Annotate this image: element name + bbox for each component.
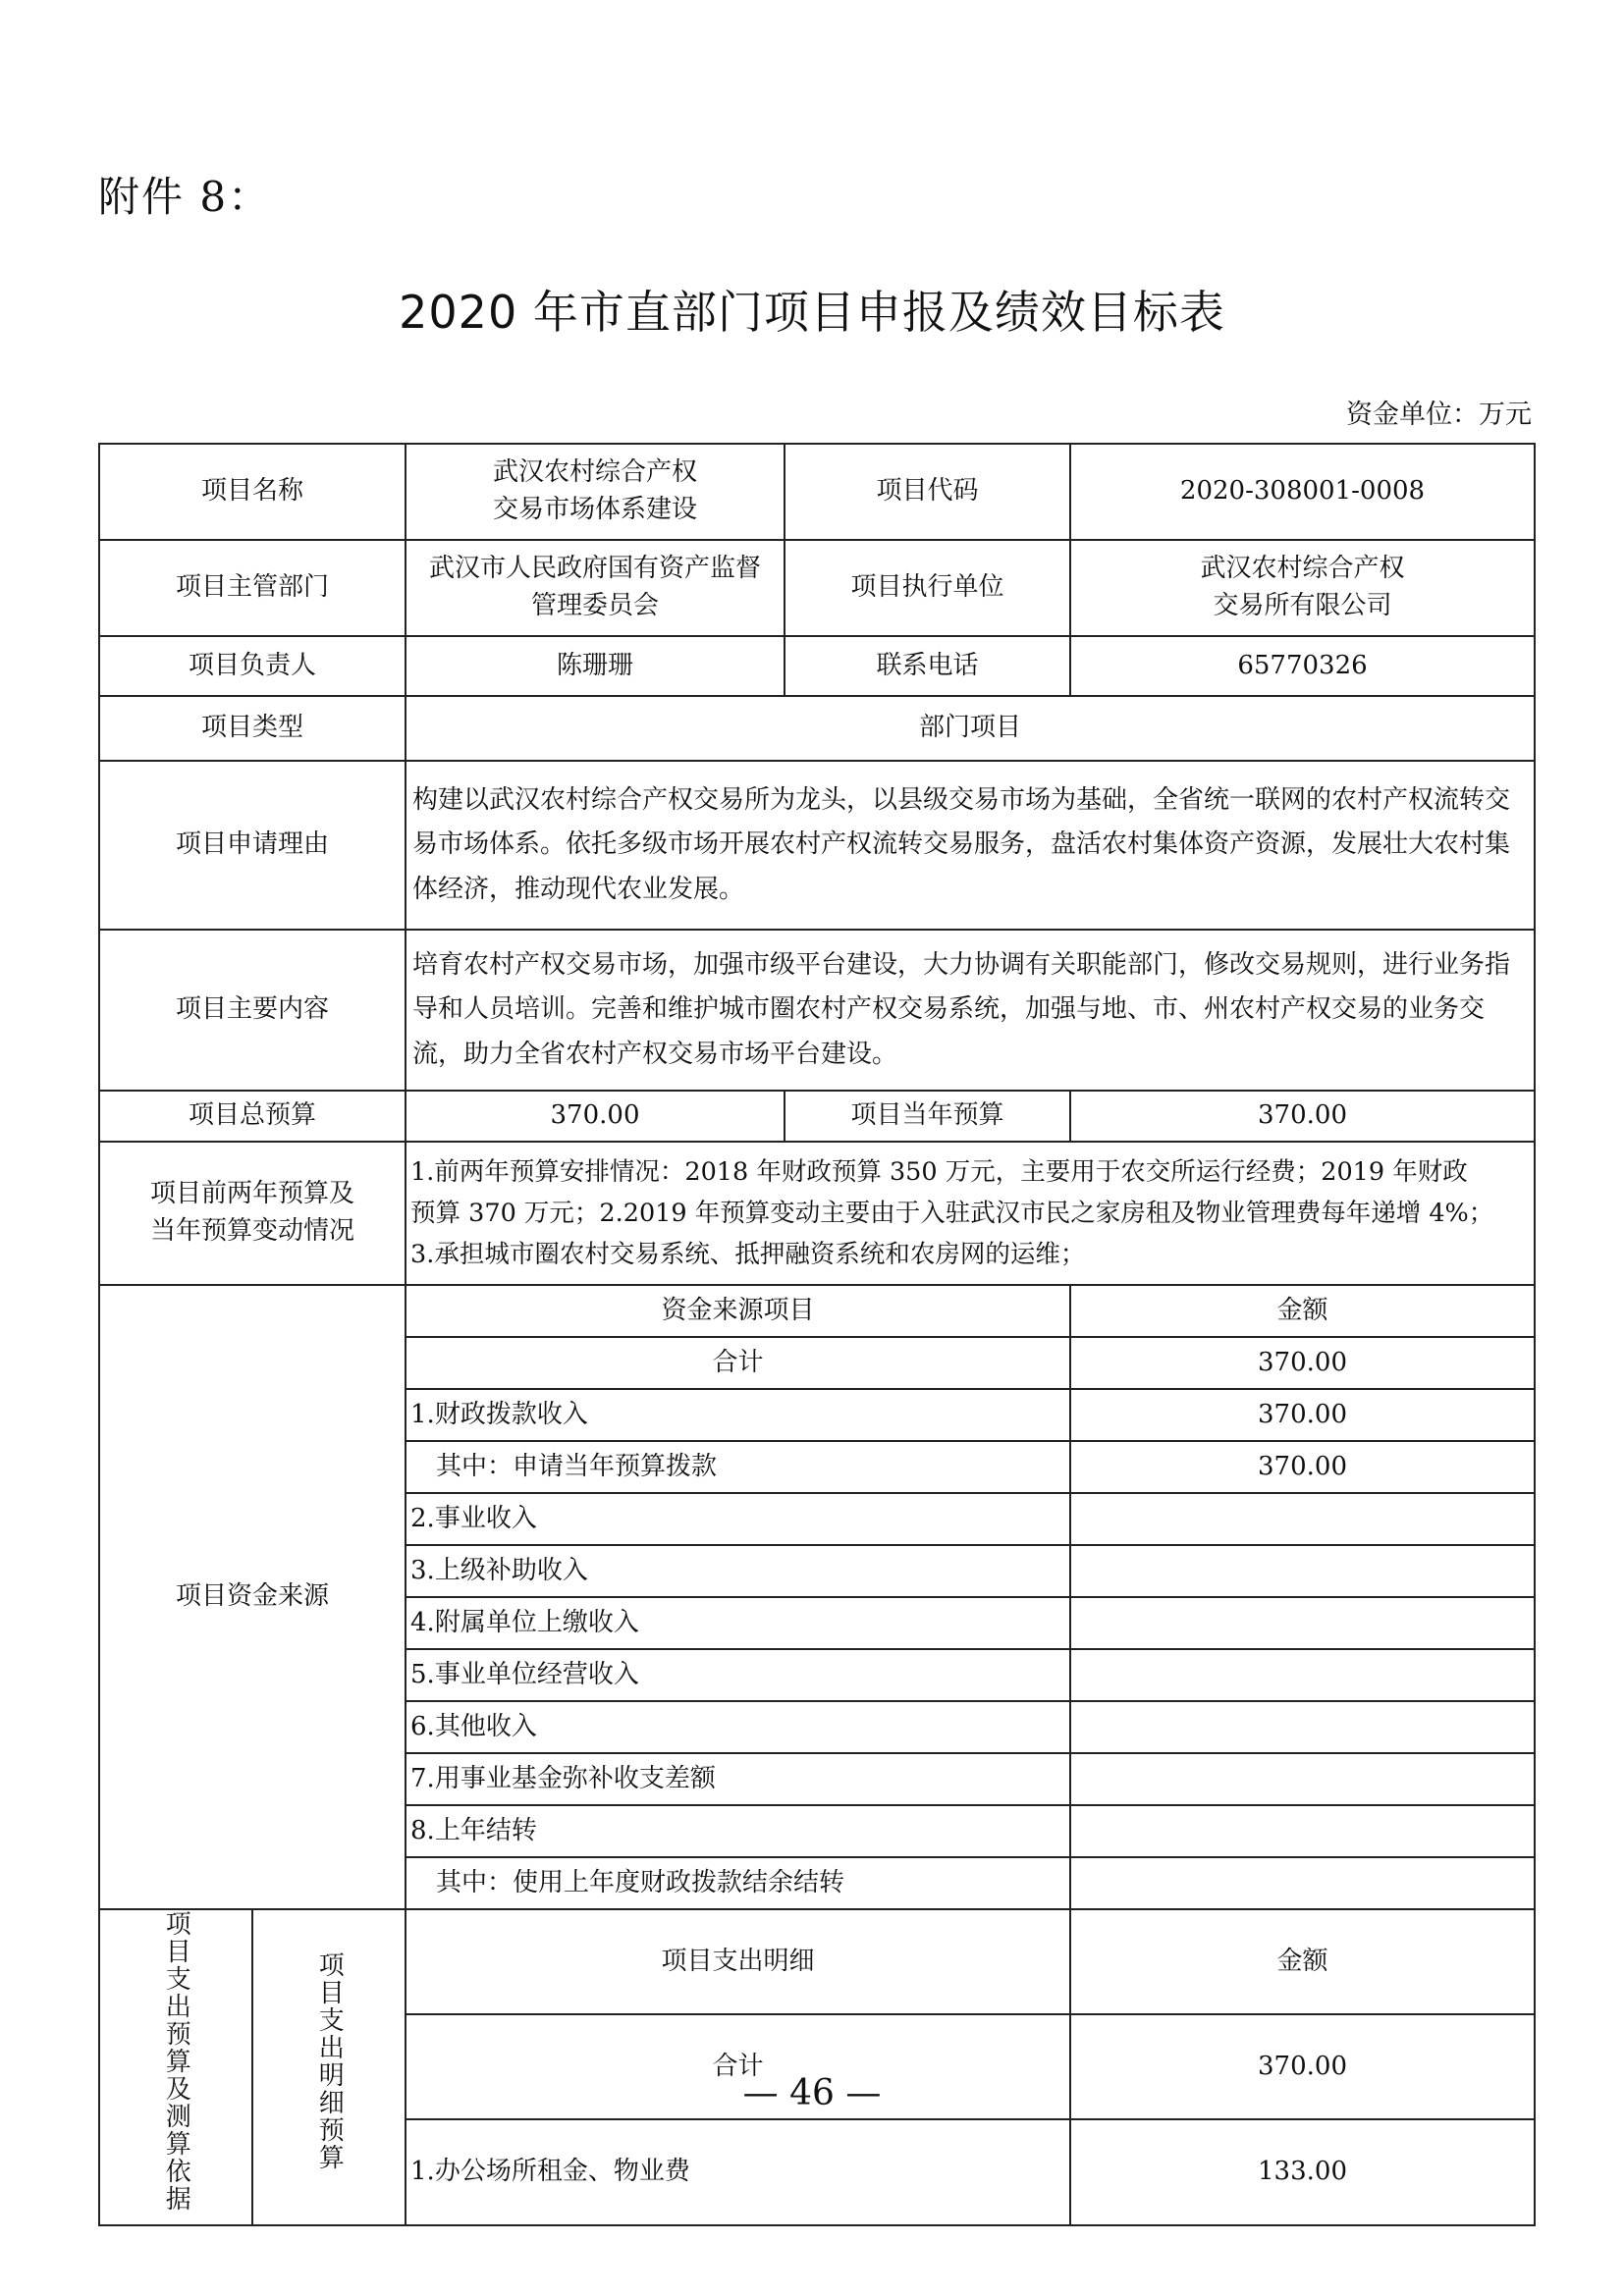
budget-change-text xyxy=(406,1142,1535,1285)
expense-col-item: 项目支出明细 xyxy=(406,1909,1070,2014)
funding-amount xyxy=(1070,1649,1535,1701)
executor-line1: 武汉农村综合产权 xyxy=(1200,554,1405,584)
expense-inner-label xyxy=(252,1909,406,2225)
executor-value xyxy=(1070,540,1535,636)
funding-amount xyxy=(1070,1545,1535,1597)
department-value xyxy=(406,540,785,636)
expense-item: 1.办公场所租金、物业费 xyxy=(406,2119,1070,2224)
total-budget-label: 项目总预算 xyxy=(99,1091,406,1142)
funding-item: 其中：使用上年度财政拨款结余结转 xyxy=(406,1857,1070,1909)
funding-amount xyxy=(1070,1805,1535,1857)
funding-amount: 370.00 xyxy=(1070,1389,1535,1441)
expense-amount: 370.00 xyxy=(1070,2014,1535,2119)
row-leader xyxy=(99,636,1535,696)
expense-outer-label-text: 项目支出预算及测算依据 xyxy=(161,1910,191,2213)
project-name-line1: 武汉农村综合产权 xyxy=(493,457,698,488)
funding-label: 项目资金来源 xyxy=(99,1285,406,1909)
row-budget-change xyxy=(99,1142,1535,1285)
funding-item: 合计 xyxy=(406,1337,1070,1389)
funding-amount: 370.00 xyxy=(1070,1337,1535,1389)
row-type xyxy=(99,696,1535,761)
executor-label: 项目执行单位 xyxy=(785,540,1070,636)
funding-item: 8.上年结转 xyxy=(406,1805,1070,1857)
leader-value: 陈珊珊 xyxy=(406,636,785,696)
type-value: 部门项目 xyxy=(406,696,1535,761)
budget-change-label-line2: 当年预算变动情况 xyxy=(150,1216,355,1246)
expense-header-row xyxy=(99,1909,1535,2014)
budget-change-label xyxy=(99,1142,406,1285)
row-budget xyxy=(99,1091,1535,1142)
project-name-line2: 交易市场体系建设 xyxy=(493,495,698,524)
project-code-value: 2020-308001-0008 xyxy=(1070,444,1535,540)
project-table xyxy=(98,443,1536,2226)
content-label: 项目主要内容 xyxy=(99,930,406,1091)
content-text: 培育农村产权交易市场，加强市级平台建设，大力协调有关职能部门，修改交易规则，进行业务指导和人员培训。完善和维护城市圈农村产权交易系统，加强与地、市、州农村产权交易的业务交流，助力全省农村产权交易市场平台建设。 xyxy=(406,930,1535,1091)
project-name-label: 项目名称 xyxy=(99,444,406,540)
funding-amount: 370.00 xyxy=(1070,1441,1535,1493)
funding-item: 1.财政拨款收入 xyxy=(406,1389,1070,1441)
page-title: 2020 年市直部门项目申报及绩效目标表 xyxy=(399,286,1225,339)
funding-amount xyxy=(1070,1493,1535,1545)
expense-outer-label xyxy=(99,1909,252,2225)
funding-amount xyxy=(1070,1753,1535,1805)
funding-item: 其中：申请当年预算拨款 xyxy=(406,1441,1070,1493)
department-line1: 武汉市人民政府国有资产监督 xyxy=(429,554,762,584)
project-code-label: 项目代码 xyxy=(785,444,1070,540)
row-content xyxy=(99,930,1535,1091)
expense-col-amount: 金额 xyxy=(1070,1909,1535,2014)
reason-text: 构建以武汉农村综合产权交易所为龙头，以县级交易市场为基础，全省统一联网的农村产权流转交易市场体系。依托多级市场开展农村产权流转交易服务，盘活农村集体资产资源，发展壮大农村集体经济，推动现代农业发展。 xyxy=(406,761,1535,930)
leader-label: 项目负责人 xyxy=(99,636,406,696)
budget-change-line3: 3.承担城市圈农村交易系统、抵押融资系统和农房网的运维； xyxy=(410,1240,1086,1270)
page-number: — 46 — xyxy=(742,2073,882,2113)
budget-change-line2: 预算 370 万元；2.2019 年预算变动主要由于入驻武汉市民之家房租及物业管理费每年递增 4%； xyxy=(410,1198,1494,1228)
funding-item: 6.其他收入 xyxy=(406,1701,1070,1753)
reason-label: 项目申请理由 xyxy=(99,761,406,930)
row-project-name xyxy=(99,444,1535,540)
budget-change-label-line1: 项目前两年预算及 xyxy=(150,1179,355,1209)
expense-amount: 133.00 xyxy=(1070,2119,1535,2224)
currency-unit: 资金单位：万元 xyxy=(1346,400,1532,430)
department-label: 项目主管部门 xyxy=(99,540,406,636)
budget-change-line1: 1.前两年预算安排情况：2018 年财政预算 350 万元，主要用于农交所运行经费；2019 年财政 xyxy=(410,1156,1468,1187)
expense-inner-label-text: 项目支出明细预算 xyxy=(314,1951,345,2171)
funding-item: 3.上级补助收入 xyxy=(406,1545,1070,1597)
phone-value: 65770326 xyxy=(1070,636,1535,696)
funding-header-row xyxy=(99,1285,1535,1337)
executor-line2: 交易所有限公司 xyxy=(1213,591,1392,620)
expense-item: 合计 xyxy=(406,2014,1070,2119)
attachment-label: 附件 8： xyxy=(98,173,272,221)
project-name-value xyxy=(406,444,785,540)
funding-amount xyxy=(1070,1857,1535,1909)
year-budget-value: 370.00 xyxy=(1070,1091,1535,1142)
row-department xyxy=(99,540,1535,636)
funding-item: 4.附属单位上缴收入 xyxy=(406,1597,1070,1649)
phone-label: 联系电话 xyxy=(785,636,1070,696)
total-budget-value: 370.00 xyxy=(406,1091,785,1142)
funding-col-amount: 金额 xyxy=(1070,1285,1535,1337)
type-label: 项目类型 xyxy=(99,696,406,761)
funding-col-item: 资金来源项目 xyxy=(406,1285,1070,1337)
funding-item: 2.事业收入 xyxy=(406,1493,1070,1545)
funding-amount xyxy=(1070,1701,1535,1753)
row-reason xyxy=(99,761,1535,930)
department-line2: 管理委员会 xyxy=(531,591,660,620)
funding-item: 7.用事业基金弥补收支差额 xyxy=(406,1753,1070,1805)
funding-amount xyxy=(1070,1597,1535,1649)
year-budget-label: 项目当年预算 xyxy=(785,1091,1070,1142)
funding-item: 5.事业单位经营收入 xyxy=(406,1649,1070,1701)
